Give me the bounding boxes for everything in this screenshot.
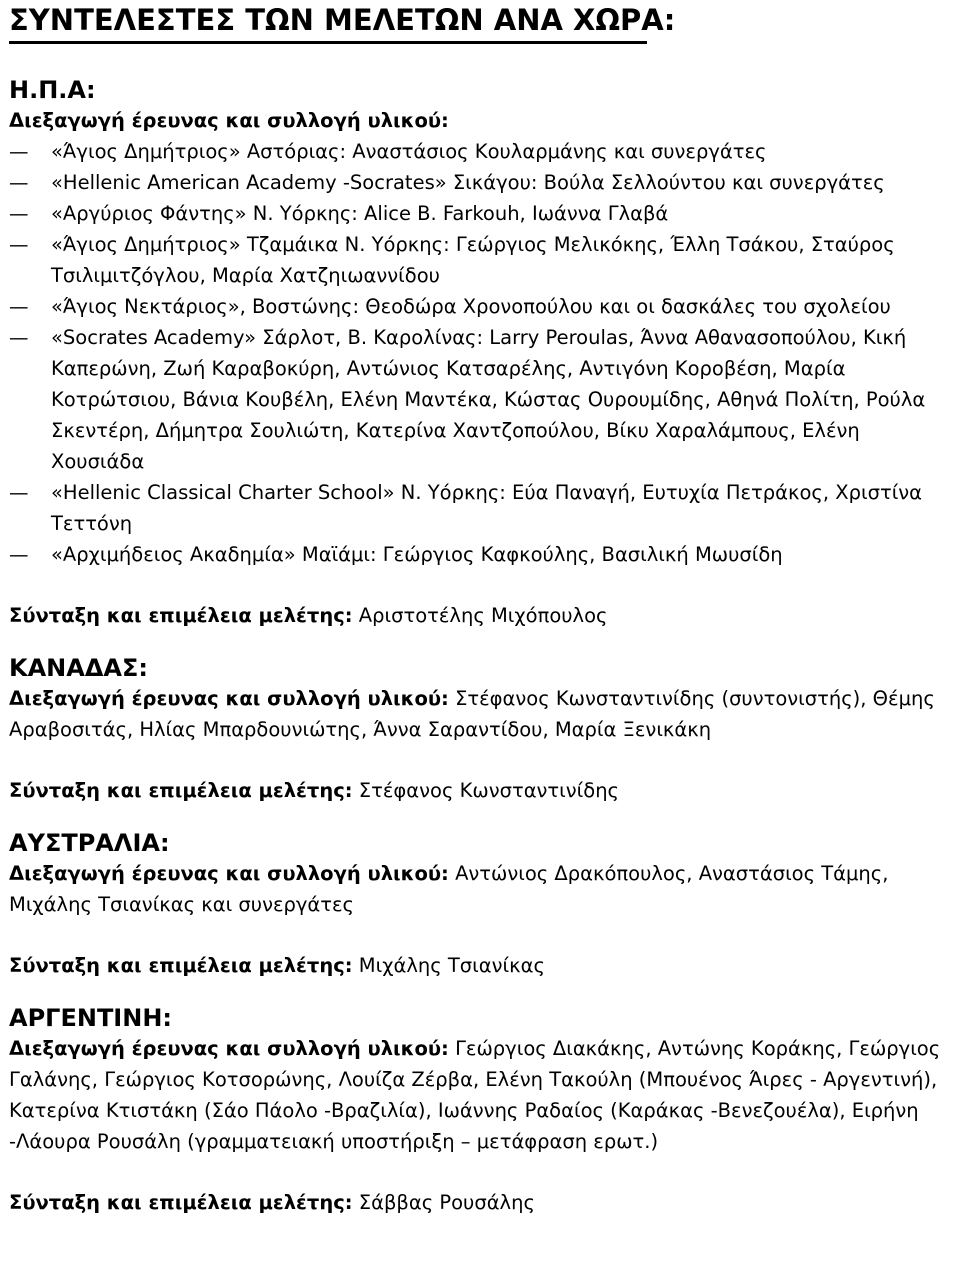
list-item — [9, 322, 948, 477]
section-australia — [9, 828, 948, 981]
list-item — [9, 198, 948, 229]
list-item-text: «Hellenic Classical Charter School» Ν. Υόρκης: Εύα Παναγή, Ευτυχία Πετράκος, Χριστίνα Τεττόνη — [51, 481, 923, 535]
research-paragraph-canada — [9, 683, 948, 745]
editor-label: Σύνταξη και επιμέλεια μελέτης: — [9, 779, 353, 802]
research-text: Γεώργιος Διακάκης, Αντώνης Κοράκης, Γεώργιος Γαλάνης, Γεώργιος Κοτσορώνης, Λουίζα Ζέρβα, Ελένη Τακούλη (Μπουένος Άιρες - Αργεντινή), Κατερίνα Κτιστάκη (Σάο Πάολο -Βραζιλία), Ιωάννης Ραδαίος (Καράκας -Βενεζουέλα), Ειρήνη -Λάουρα Ρουσάλη (γραμματειακή υποστήριξη – μετάφραση ερωτ.) — [9, 1037, 941, 1153]
dash-bullet: — — [9, 481, 29, 504]
list-item-text: «Αρχιμήδειος Ακαδημία» Μαϊάμι: Γεώργιος Καφκούλης, Βασιλική Μωυσίδη — [51, 543, 783, 566]
list-item-text: «Άγιος Δημήτριος» Αστόριας: Αναστάσιος Κουλαρμάνης και συνεργάτες — [51, 140, 767, 163]
spacer — [9, 1157, 948, 1187]
dash-bullet: — — [9, 202, 29, 225]
country-heading-australia: ΑΥΣΤΡΑΛΙΑ: — [9, 829, 170, 857]
dash-bullet: — — [9, 140, 29, 163]
list-item — [9, 229, 948, 291]
research-text: Στέφανος Κωνσταντινίδης (συντονιστής), Θέμης Αραβοσιτάς, Ηλίας Μπαρδουνιώτης, Άννα Σαραντίδου, Μαρία Ξενικάκη — [9, 687, 935, 741]
page-title: ΣΥΝΤΕΛΕΣΤΕΣ ΤΩΝ ΜΕΛΕΤΩΝ ΑΝΑ ΧΩΡΑ: — [9, 3, 676, 37]
spacer — [9, 570, 948, 600]
editor-line-canada — [9, 775, 948, 806]
editor-name: Στέφανος Κωνσταντινίδης — [358, 779, 619, 802]
spacer — [9, 745, 948, 775]
editor-line-usa — [9, 600, 948, 631]
title-underline — [9, 41, 647, 44]
list-item-text: «Hellenic American Academy -Socrates» Σικάγου: Βούλα Σελλούντου και συνεργάτες — [51, 171, 885, 194]
list-item-text: «Άγιος Νεκτάριος», Βοστώνης: Θεοδώρα Χρονοπούλου και οι δασκάλες του σχολείου — [51, 295, 891, 318]
editor-line-australia — [9, 950, 948, 981]
research-paragraph-australia — [9, 858, 948, 920]
country-heading-usa: Η.Π.Α: — [9, 76, 96, 104]
editor-line-argentina — [9, 1187, 948, 1218]
list-item — [9, 167, 948, 198]
editor-name: Σάββας Ρουσάλης — [358, 1191, 535, 1214]
research-label: Διεξαγωγή έρευνας και συλλογή υλικού: — [9, 687, 449, 710]
dash-bullet: — — [9, 233, 29, 256]
section-canada — [9, 653, 948, 806]
country-heading-argentina: ΑΡΓΕΝΤΙΝΗ: — [9, 1004, 173, 1032]
list-item-text: «Αργύριος Φάντης» Ν. Υόρκης: Alice B. Farkouh, Ιωάννα Γλαβά — [51, 202, 669, 225]
dash-bullet: — — [9, 171, 29, 194]
editor-name: Μιχάλης Τσιανίκας — [358, 954, 545, 977]
dash-bullet: — — [9, 295, 29, 318]
country-heading-canada: ΚΑΝΑΔΑΣ: — [9, 654, 148, 682]
section-argentina — [9, 1003, 948, 1218]
editor-label: Σύνταξη και επιμέλεια μελέτης: — [9, 604, 353, 627]
research-text: Αντώνιος Δρακόπουλος, Αναστάσιος Τάμης, Μιχάλης Τσιανίκας και συνεργάτες — [9, 862, 889, 916]
research-label: Διεξαγωγή έρευνας και συλλογή υλικού: — [9, 1037, 449, 1060]
list-item-text: «Socrates Academy» Σάρλοτ, Β. Καρολίνας: Larry Peroulas, Άννα Αθανασοπούλου, Κική Καπερώνη, Ζωή Καραβοκύρη, Αντώνιος Κατσαρέλης, Αντιγόνη Κοροβέση, Μαρία Κοτρώτσιου, Βάνια Κουβέλη, Ελένη Μαντέκα, Κώστας Ουρουμίδης, Αθηνά Πολίτη, Ρούλα Σκεντέρη, Δήμητρα Σουλιώτη, Κατερίνα Χαντζοπούλου, Βίκυ Χαραλάμπους, Ελένη Χουσιάδα — [51, 326, 926, 473]
editor-label: Σύνταξη και επιμέλεια μελέτης: — [9, 954, 353, 977]
editor-name: Αριστοτέλης Μιχόπουλος — [358, 604, 608, 627]
list-item — [9, 477, 948, 539]
list-item — [9, 136, 948, 167]
research-label: Διεξαγωγή έρευνας και συλλογή υλικού: — [9, 862, 449, 885]
editor-label: Σύνταξη και επιμέλεια μελέτης: — [9, 1191, 353, 1214]
list-item — [9, 291, 948, 322]
section-usa — [9, 75, 948, 631]
research-label-usa: Διεξαγωγή έρευνας και συλλογή υλικού: — [9, 109, 449, 132]
list-item-text: «Άγιος Δημήτριος» Τζαμάικα Ν. Υόρκης: Γεώργιος Μελικόκης, Έλλη Τσάκου, Σταύρος Τσιλιμιτζόγλου, Μαρία Χατζηιωαννίδου — [51, 233, 895, 287]
list-item — [9, 539, 948, 570]
dash-bullet: — — [9, 326, 29, 349]
spacer — [9, 920, 948, 950]
research-paragraph-argentina — [9, 1033, 948, 1157]
dash-bullet: — — [9, 543, 29, 566]
